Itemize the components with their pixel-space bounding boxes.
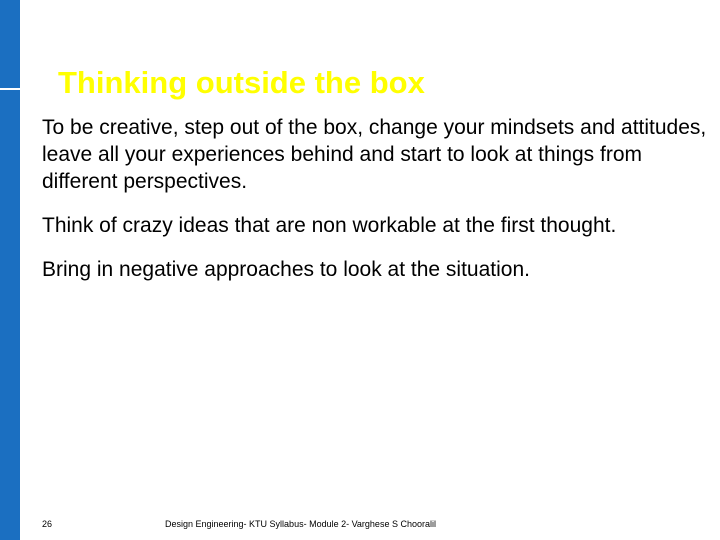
footer-text: Design Engineering- KTU Syllabus- Module 2- Varghese S Chooralil <box>165 519 436 529</box>
page-number: 26 <box>42 519 53 529</box>
body-paragraph: To be creative, step out of the box, change your mindsets and attitudes, leave all your experiences behind and start to look at things from different perspectives. <box>42 116 707 193</box>
accent-line <box>0 88 20 90</box>
body-paragraph: Bring in negative approaches to look at the situation. <box>42 258 530 281</box>
left-accent-bar <box>0 0 20 540</box>
slide-title: Thinking outside the box <box>58 65 425 100</box>
body-paragraph: Think of crazy ideas that are non workable at the first thought. <box>42 214 617 237</box>
slide-body <box>42 114 712 283</box>
